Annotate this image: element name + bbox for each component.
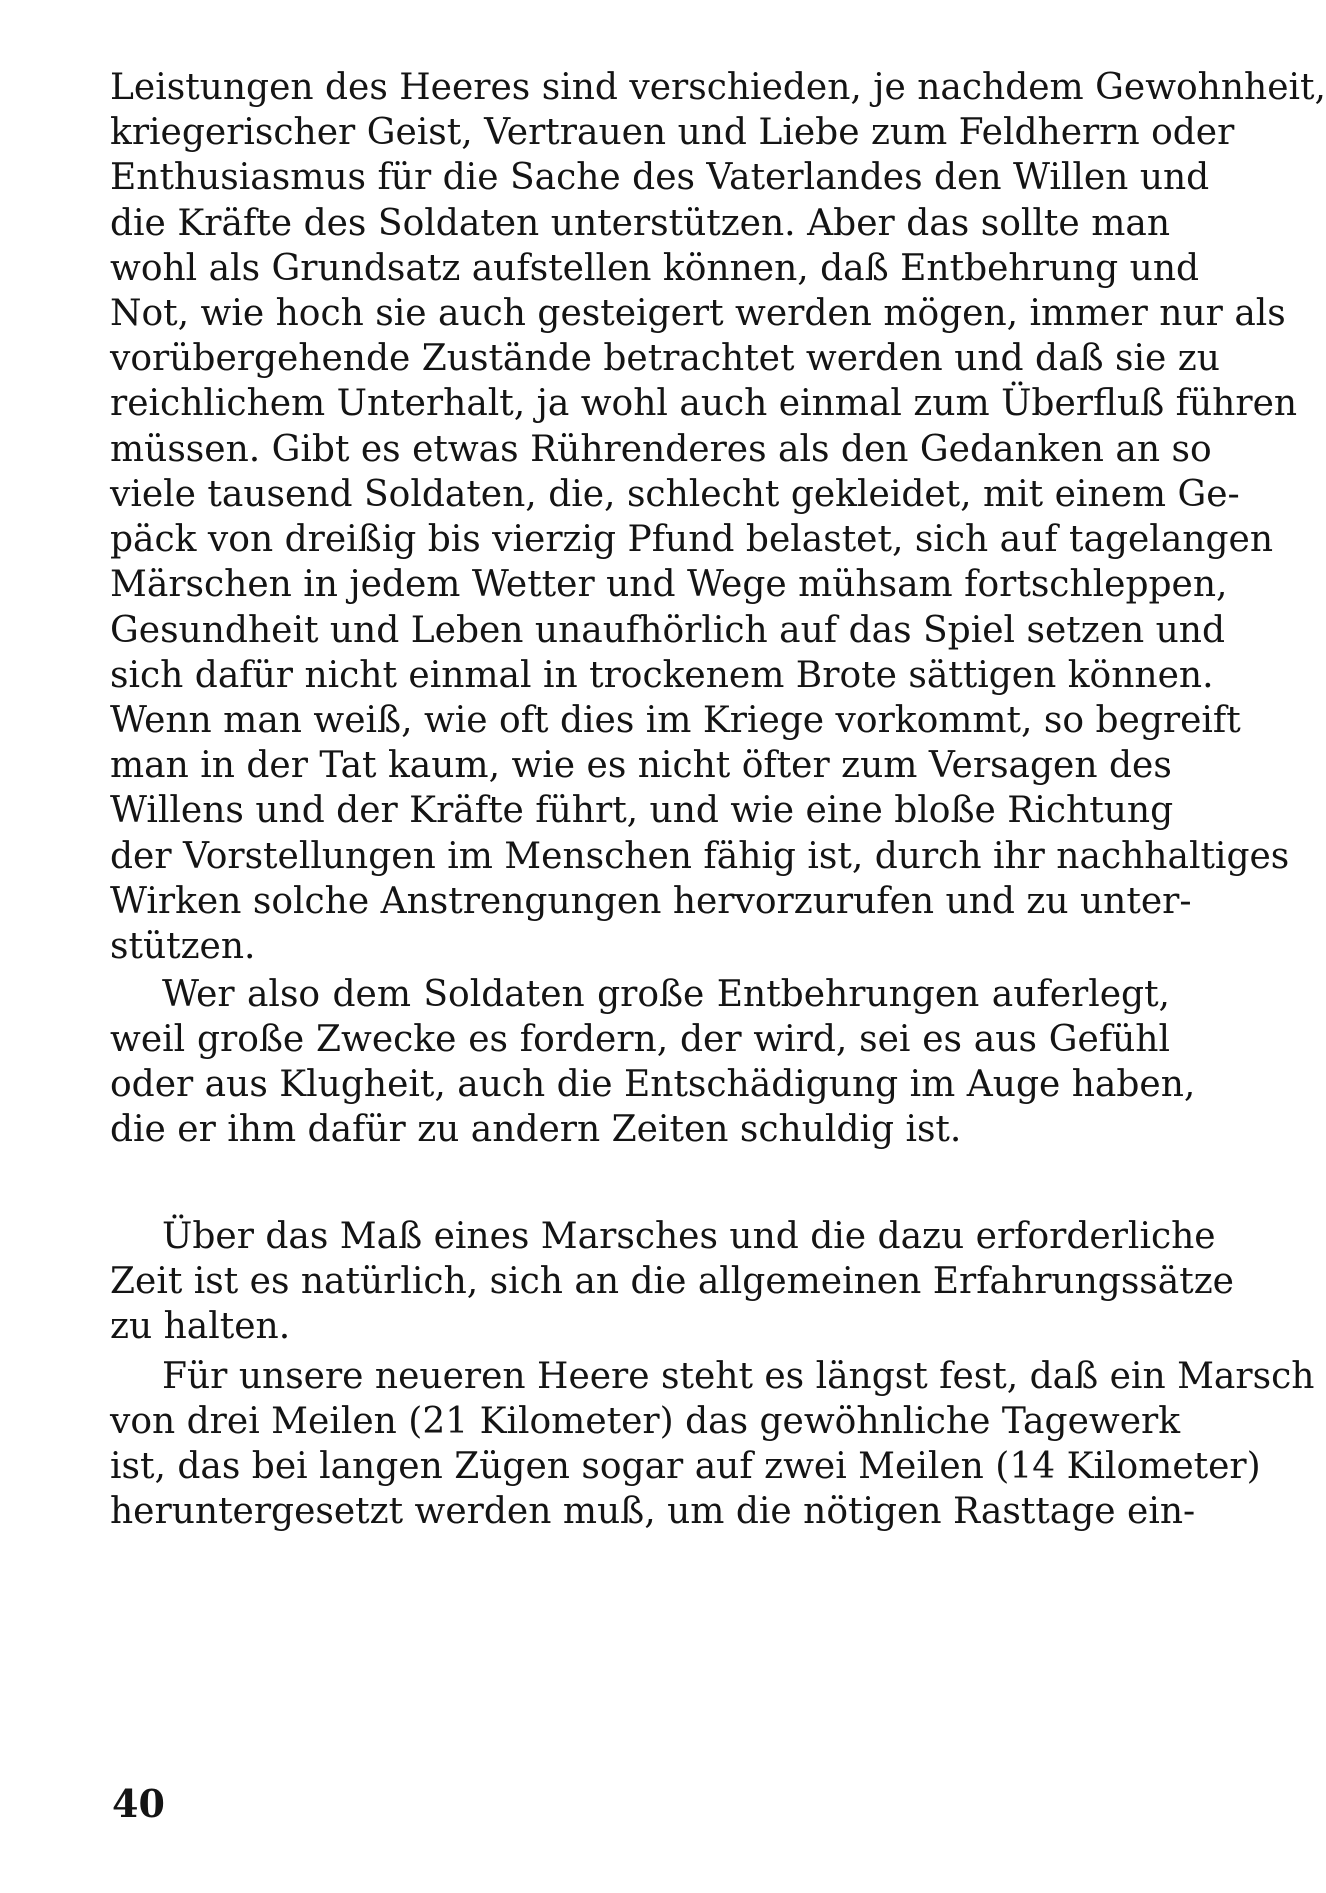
text-line: reichlichem Unterhalt, ja wohl auch einmal zum Überfluß führen bbox=[110, 383, 1298, 424]
text-line: Gesundheit und Leben unaufhörlich auf das Spiel setzen und bbox=[110, 610, 1226, 651]
text-line: wohl als Grundsatz aufstellen können, daß Entbehrung und bbox=[110, 248, 1200, 289]
text-line: viele tausend Soldaten, die, schlecht gekleidet, mit einem Ge- bbox=[110, 474, 1240, 515]
text-line: stützen. bbox=[110, 926, 256, 967]
text-line: die Kräfte des Soldaten unterstützen. Aber das sollte man bbox=[110, 203, 1170, 244]
text-line: heruntergesetzt werden muß, um die nötigen Rasttage ein- bbox=[110, 1491, 1196, 1532]
text-line: der Vorstellungen im Menschen fähig ist, durch ihr nachhaltiges bbox=[110, 836, 1290, 877]
text-line: Not, wie hoch sie auch gesteigert werden mögen, immer nur als bbox=[110, 293, 1286, 334]
text-line: kriegerischer Geist, Vertrauen und Liebe zum Feldherrn oder bbox=[110, 112, 1235, 153]
text-line: Märschen in jedem Wetter und Wege mühsam fortschleppen, bbox=[110, 564, 1228, 605]
text-line: Wer also dem Soldaten große Entbehrungen auferlegt, bbox=[162, 974, 1170, 1015]
text-line: Zeit ist es natürlich, sich an die allgemeinen Erfahrungssätze bbox=[110, 1261, 1234, 1302]
text-line: zu halten. bbox=[110, 1306, 291, 1347]
text-line: Für unsere neueren Heere steht es längst fest, daß ein Marsch bbox=[162, 1356, 1315, 1397]
text-line: die er ihm dafür zu andern Zeiten schuldig ist. bbox=[110, 1109, 962, 1150]
text-line: man in der Tat kaum, wie es nicht öfter zum Versagen des bbox=[110, 745, 1172, 786]
text-line: Enthusiasmus für die Sache des Vaterlandes den Willen und bbox=[110, 157, 1210, 198]
text-line: Wenn man weiß, wie oft dies im Kriege vorkommt, so begreift bbox=[110, 700, 1241, 741]
text-line: ist, das bei langen Zügen sogar auf zwei Meilen (14 Kilometer) bbox=[110, 1446, 1261, 1487]
text-line: oder aus Klugheit, auch die Entschädigung im Auge haben, bbox=[110, 1064, 1196, 1105]
text-line: Über das Maß eines Marsches und die dazu erforderliche bbox=[162, 1216, 1216, 1257]
text-line: Leistungen des Heeres sind verschieden, je nachdem Gewohnheit, bbox=[110, 67, 1326, 108]
page-number: 40 bbox=[112, 1781, 165, 1826]
text-line: weil große Zwecke es fordern, der wird, sei es aus Gefühl bbox=[110, 1019, 1170, 1060]
text-line: müssen. Gibt es etwas Rührenderes als den Gedanken an so bbox=[110, 429, 1212, 470]
text-line: Willens und der Kräfte führt, und wie eine bloße Richtung bbox=[110, 790, 1174, 831]
text-line: sich dafür nicht einmal in trockenem Brote sättigen können. bbox=[110, 655, 1214, 696]
text-line: vorübergehende Zustände betrachtet werden und daß sie zu bbox=[110, 338, 1220, 379]
text-line: päck von dreißig bis vierzig Pfund belastet, sich auf tagelangen bbox=[110, 519, 1274, 560]
text-line: von drei Meilen (21 Kilometer) das gewöhnliche Tagewerk bbox=[110, 1401, 1181, 1442]
text-line: Wirken solche Anstrengungen hervorzurufen und zu unter- bbox=[110, 881, 1192, 922]
